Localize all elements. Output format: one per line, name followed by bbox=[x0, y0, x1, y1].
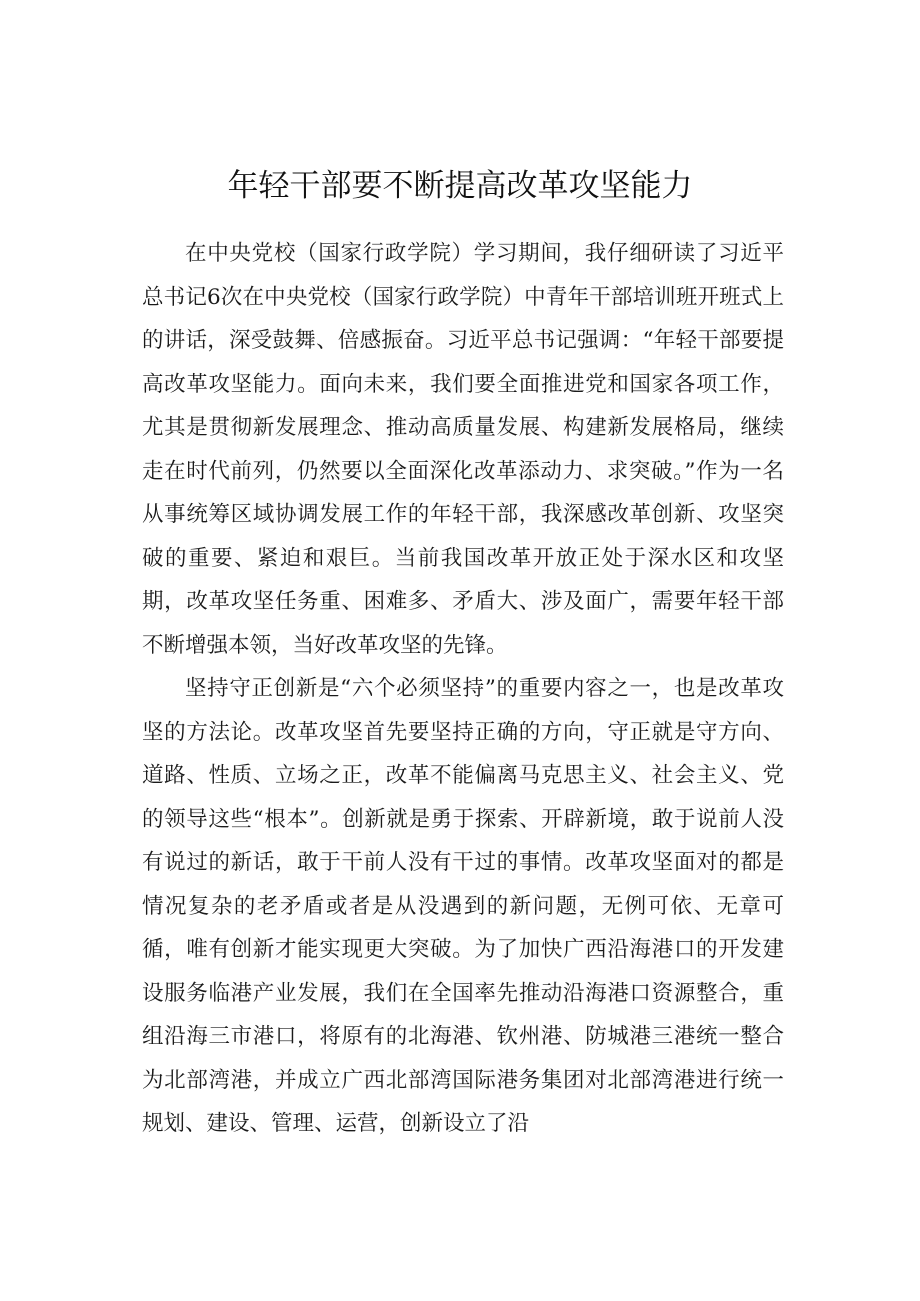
paragraph-1: 在中央党校（国家行政学院）学习期间，我仔细研读了习近平总书记6次在中央党校（国家行政学院）中青年干部培训班开班式上的讲话，深受鼓舞、倍感振奋。习近平总书记强调：“年轻干部要提高改革攻坚能力。面向未来，我们要全面推进党和国家各项工作，尤其是贯彻新发展理念、推动高质量发展、构建新发展格局，继续走在时代前列，仍然要以全面深化改革添动力、求突破。”作为一名从事统筹区域协调发展工作的年轻干部，我深感改革创新、攻坚突破的重要、紧迫和艰巨。当前我国改革开放正处于深水区和攻坚期，改革攻坚任务重、困难多、矛盾大、涉及面广，需要年轻干部不断增强本领，当好改革攻坚的先锋。 bbox=[142, 241, 784, 658]
paragraph-2: 坚持守正创新是“六个必须坚持”的重要内容之一，也是改革攻坚的方法论。改革攻坚首先要坚持正确的方向，守正就是守方向、道路、性质、立场之正，改革不能偏离马克思主义、社会主义、党的领导这些“根本”。创新就是勇于探索、开辟新境，敢于说前人没有说过的新话，敢于干前人没有干过的事情。改革攻坚面对的都是情况复杂的老矛盾或者是从没遇到的新问题，无例可依、无章可循，唯有创新才能实现更大突破。为了加快广西沿海港口的开发建设服务临港产业发展，我们在全国率先推动沿海港口资源整合，重组沿海三市港口，将原有的北海港、钦州港、防城港三港统一整合为北部湾港，并成立广西北部湾国际港务集团对北部湾港进行统一规划、建设、管理、运营，创新设立了沿 bbox=[142, 676, 784, 1136]
document-body bbox=[142, 232, 784, 1146]
document-title: 年轻干部要不断提高改革攻坚能力 bbox=[227, 168, 693, 204]
